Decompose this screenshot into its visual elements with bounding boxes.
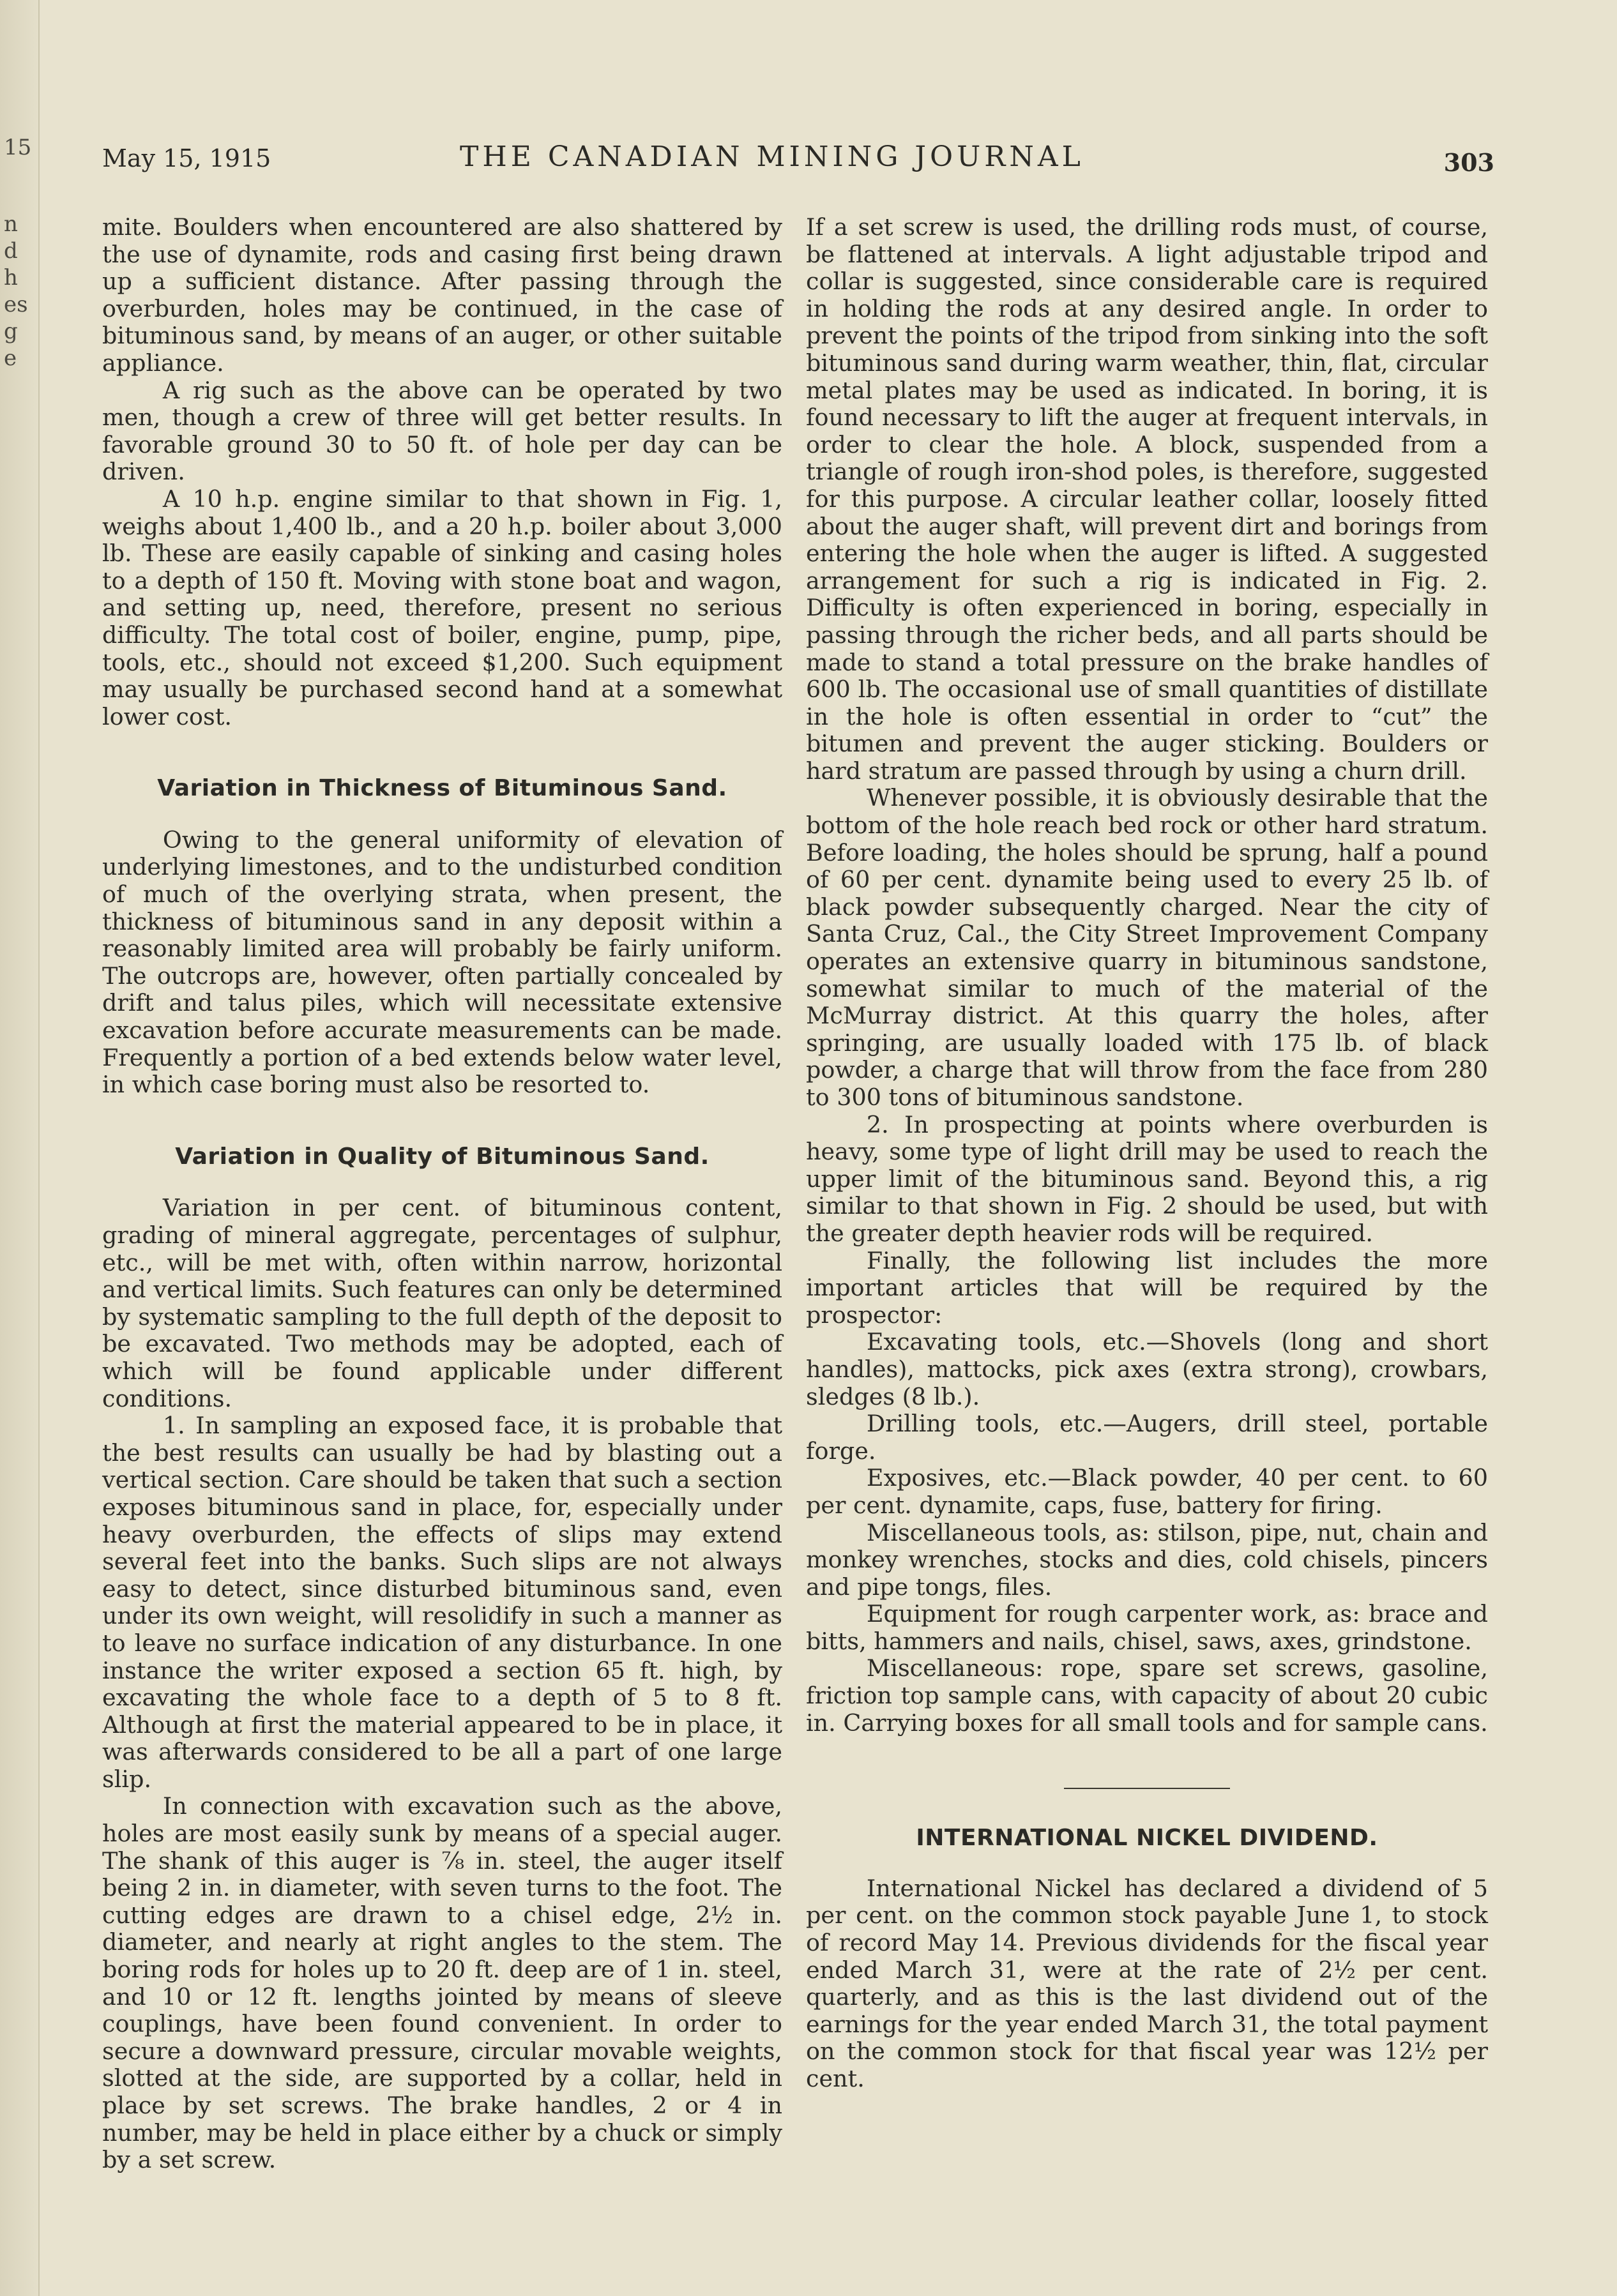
list-item: Equipment for rough carpenter work, as: brace and bitts, hammers and nails, chisel, saws, axes, grindstone.	[806, 1600, 1488, 1655]
paragraph: 1. In sampling an exposed face, it is probable that the best results can usually be had by blasting out a vertical section. Care should be taken that such a section exposes bituminous sand in place, for, especially under heavy overburden, the effects of slips may extend several feet into the banks. Such slips are not always easy to detect, since disturbed bituminous sand, even under its own weight, will resolidify in such a manner as to leave no surface indication of any disturbance. In one instance the writer exposed a section 65 ft. high, by excavating the whole face to a depth of 5 to 8 ft. Although at first the material appeared to be in place, it was afterwards considered to be all a part of one large slip.	[102, 1412, 782, 1793]
article-heading-nickel: INTERNATIONAL NICKEL DIVIDEND.	[916, 1825, 1378, 1852]
section-heading-quality: Variation in Quality of Bituminous Sand.	[175, 1143, 710, 1170]
paragraph: In connection with excavation such as the above, holes are most easily sunk by means of a special auger. The shank of this auger is ⅞ in. steel, the auger itself being 2 in. in diameter, with seven turns to the foot. The cutting edges are drawn to a chisel edge, 2½ in. diameter, and nearly at right angles to the stem. The boring rods for holes up to 20 ft. deep are of 1 in. steel, and 10 or 12 ft. lengths jointed by means of sleeve couplings, have been found convenient. In order to secure a downward pressure, circular movable weights, slotted at the side, are supported by a collar, held in place by set screws. The brake handles, 2 or 4 in number, may be held in place either by a chuck or simply by a set screw.	[102, 1792, 782, 2174]
margin-fragment: 15	[4, 135, 32, 160]
paragraph: 2. In prospecting at points where overburden is heavy, some type of light drill may be used to reach the upper limit of the bituminous sand. Beyond this, a rig similar to that shown in Fig. 2 should be used, but with the greater depth heavier rods will be required.	[806, 1110, 1488, 1247]
margin-fragment: h	[4, 265, 18, 291]
left-column	[102, 214, 782, 2174]
running-header	[102, 140, 1494, 179]
margin-fragment: d	[4, 238, 18, 264]
paragraph: Variation in per cent. of bituminous content, grading of mineral aggregate, percentages of sulphur, etc., will be met with, often within narrow, horizontal and vertical limits. Such features can only be determined by systematic sampling to the full depth of the deposit to be excavated. Two methods may be adopted, each of which will be found applicable under different conditions.	[102, 1194, 782, 1412]
list-item: Miscellaneous tools, as: stilson, pipe, nut, chain and monkey wrenches, stocks and dies, cold chisels, pincers and pipe tongs, files.	[806, 1518, 1488, 1601]
issue-date: May 15, 1915	[102, 144, 271, 172]
page-number: 303	[1443, 148, 1494, 177]
list-item: Drilling tools, etc.—Augers, drill steel, portable forge.	[806, 1410, 1488, 1465]
list-item: Exposives, etc.—Black powder, 40 per cent. to 60 per cent. dynamite, caps, fuse, battery for firing.	[806, 1464, 1488, 1519]
list-item: Miscellaneous: rope, spare set screws, gasoline, friction top sample cans, with capacity of about 20 cubic in. Carrying boxes for all small tools and for sample cans.	[806, 1654, 1488, 1737]
paragraph: A 10 h.p. engine similar to that shown in Fig. 1, weighs about 1,400 lb., and a 20 h.p. boiler about 3,000 lb. These are easily capable of sinking and casing holes to a depth of 150 ft. Moving with stone boat and wagon, and setting up, need, therefore, present no serious difficulty. The total cost of boiler, engine, pump, pipe, tools, etc., should not exceed $1,200. Such equipment may usually be purchased second hand at a somewhat lower cost.	[102, 485, 782, 730]
adjacent-page-margin	[0, 0, 40, 2296]
margin-fragment: n	[4, 211, 18, 237]
paragraph: A rig such as the above can be operated by two men, though a crew of three will get better results. In favorable ground 30 to 50 ft. of hole per day can be driven.	[102, 376, 782, 486]
paragraph: If a set screw is used, the drilling rods must, of course, be flattened at intervals. A light adjustable tripod and collar is suggested, since considerable care is required in holding the rods at any desired angle. In order to prevent the points of the tripod from sinking into the soft bituminous sand during warm weather, thin, flat, circular metal plates may be used as indicated. In boring, it is found necessary to lift the auger at frequent intervals, in order to clear the hole. A block, suspended from a triangle of rough iron-shod poles, is therefore, suggested for this purpose. A circular leather collar, loosely fitted about the auger shaft, will prevent dirt and borings from entering the hole when the auger is lifted. A suggested arrangement for such a rig is indicated in Fig. 2. Difficulty is often experienced in boring, especially in passing through the richer beds, and all parts should be made to stand a total pressure on the brake handles of 600 lb. The occasional use of small quantities of distillate in the hole is often essential in order to “cut” the bitumen and prevent the auger sticking. Boulders or hard stratum are passed through by using a churn drill.	[806, 213, 1488, 785]
margin-fragment: g	[4, 319, 18, 344]
paragraph: Finally, the following list includes the more important articles that will be required by the prospector:	[806, 1246, 1488, 1329]
paragraph: Whenever possible, it is obviously desirable that the bottom of the hole reach bed rock or other hard stratum. Before loading, the holes should be sprung, half a pound of 60 per cent. dynamite being used to every 25 lb. of black powder subsequently charged. Near the city of Santa Cruz, Cal., the City Street Improvement Company operates an extensive quarry in bituminous sandstone, somewhat similar to much of the material of the McMurray district. At this quarry the holes, after springing, are usually loaded with 175 lb. of black powder, a charge that will throw from the face from 280 to 300 tons of bituminous sandstone.	[806, 784, 1488, 1111]
margin-fragment: es	[4, 292, 28, 317]
paragraph: mite. Boulders when encountered are also shattered by the use of dynamite, rods and casing first being drawn up a sufficient distance. After passing through the overburden, holes may be continued, in the case of bituminous sand, by means of an auger, or other suitable appliance.	[102, 213, 782, 377]
paragraph: International Nickel has declared a dividend of 5 per cent. on the common stock payable June 1, to stock of record May 14. Previous dividends for the fiscal year ended March 31, were at the rate of 2½ per cent. quarterly, and as this is the last dividend out of the earnings for the year ended March 31, the total payment on the common stock for that fiscal year was 12½ per cent.	[806, 1874, 1488, 2092]
journal-title: THE CANADIAN MINING JOURNAL	[460, 140, 1084, 173]
section-divider	[1064, 1788, 1230, 1789]
section-heading-thickness: Variation in Thickness of Bituminous Sand.	[157, 775, 727, 802]
right-column	[806, 214, 1488, 2093]
paragraph: Owing to the general uniformity of elevation of underlying limestones, and to the undisturbed condition of much of the overlying strata, when present, the thickness of bituminous sand in any deposit within a reasonably limited area will probably be fairly uniform. The outcrops are, however, often partially concealed by drift and talus piles, which will necessitate extensive excavation before accurate measurements can be made. Frequently a portion of a bed extends below water level, in which case boring must also be resorted to.	[102, 826, 782, 1099]
list-item: Excavating tools, etc.—Shovels (long and short handles), mattocks, pick axes (extra strong), crowbars, sledges (8 lb.).	[806, 1328, 1488, 1410]
margin-fragment: e	[4, 345, 17, 371]
